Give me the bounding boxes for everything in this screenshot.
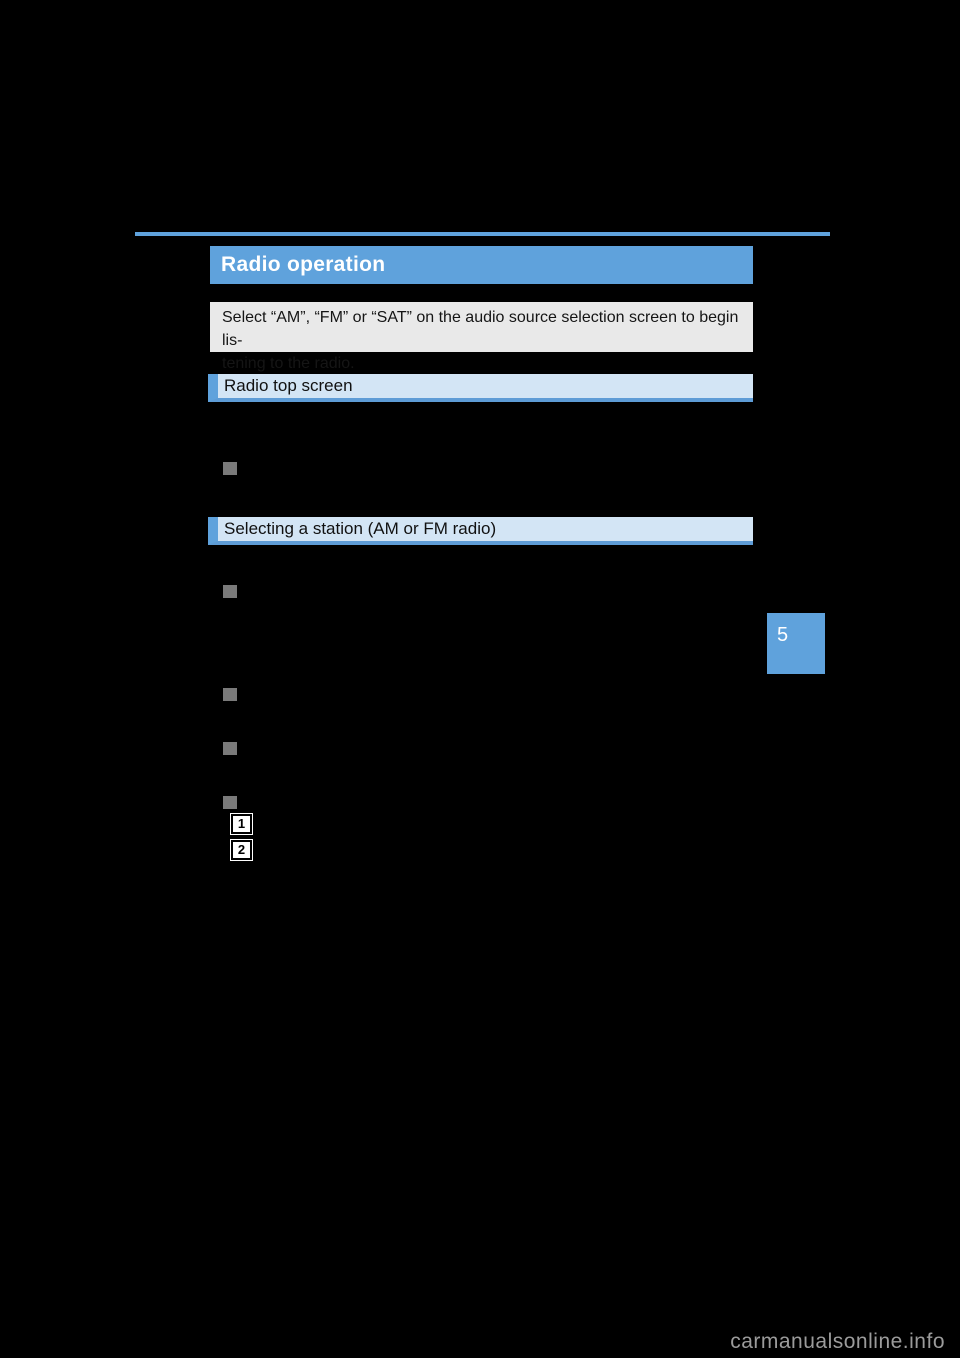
page-title: Radio operation [210,246,753,284]
chapter-number: 5 [777,624,789,646]
step-marker-1: 1 [231,814,252,834]
intro-line-1: Select “AM”, “FM” or “SAT” on the audio source selection screen to begin lis- [222,309,739,349]
chapter-tab [767,613,825,674]
intro-line-2: tening to the radio. [222,355,355,372]
bullet-square [223,585,237,598]
watermark-text: carmanualsonline.info [730,1330,945,1353]
intro-box [210,302,753,372]
bullet-square [223,742,237,755]
bullet-square [223,796,237,809]
bullet-square [223,688,237,701]
bullet-square [223,462,237,475]
section-header-selecting-a-station: Selecting a station (AM or FM radio) [208,517,753,545]
section-header-radio-top-screen: Radio top screen [208,374,753,402]
top-rule [135,232,830,236]
step-marker-2: 2 [231,840,252,860]
